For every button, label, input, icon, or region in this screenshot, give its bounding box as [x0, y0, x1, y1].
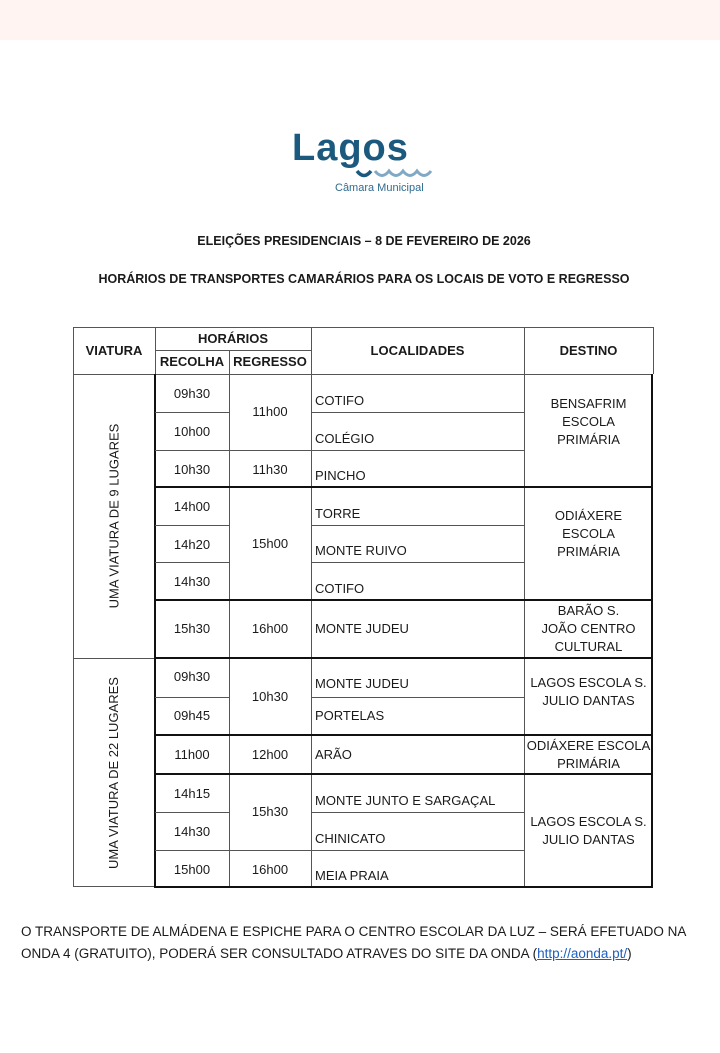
table-border [524, 327, 525, 374]
recolha-cell: 09h30 [173, 669, 211, 684]
regresso-cell: 15h00 [251, 535, 289, 551]
localidade-cell: MONTE JUDEU [315, 676, 409, 691]
table-border [524, 374, 525, 887]
localidade-cell: COTIFO [315, 393, 365, 408]
localidade-cell: MONTE JUDEU [315, 621, 409, 636]
header-viatura: VIATURA [85, 342, 143, 358]
note-line-1: O TRANSPORTE DE ALMÁDENA E ESPICHE PARA O CENTRO ESCOLAR DA LUZ – SERÁ EFETUADO NA [21, 924, 687, 939]
table-border [311, 562, 524, 563]
recolha-cell: 14h20 [173, 537, 211, 552]
table-border [155, 562, 229, 563]
table-border [311, 812, 524, 813]
regresso-cell: 11h30 [252, 462, 288, 477]
table-border [229, 350, 230, 374]
localidade-cell: PORTELAS [315, 708, 385, 723]
localidade-cell: COLÉGIO [315, 431, 375, 446]
recolha-cell: 15h00 [173, 862, 211, 877]
document-title: ELEIÇÕES PRESIDENCIAIS – 8 DE FEVEREIRO DE 2026 [197, 234, 531, 248]
waves-icon [355, 168, 435, 182]
table-border [311, 327, 312, 374]
table-border [155, 850, 311, 851]
table-border [311, 850, 524, 851]
vehicle-22-cell [73, 658, 155, 887]
table-border [155, 734, 653, 736]
table-border [73, 658, 155, 659]
table-border [73, 886, 155, 887]
table-border [155, 773, 653, 775]
vehicle-9-label: UMA VIATURA DE 9 LUGARES [106, 423, 122, 609]
regresso-cell: 16h00 [251, 862, 289, 877]
table-border [155, 350, 311, 351]
destino-cell: BARÃO S. JOÃO CENTRO CULTURAL [541, 603, 636, 654]
localidade-cell: TORRE [315, 506, 361, 521]
regresso-cell: 16h00 [251, 621, 289, 636]
header-localidades: LOCALIDADES [370, 342, 465, 358]
localidade-cell: CHINICATO [315, 831, 386, 846]
recolha-cell: 14h30 [173, 574, 211, 589]
localidade-cell: MONTE RUIVO [315, 543, 407, 558]
recolha-cell: 14h15 [173, 786, 211, 801]
localidade-cell: ARÃO [315, 746, 352, 762]
document-subtitle: HORÁRIOS DE TRANSPORTES CAMARÁRIOS PARA OS LOCAIS DE VOTO E REGRESSO [98, 272, 630, 286]
table-border [651, 374, 653, 888]
onda-link[interactable]: http://aonda.pt/ [537, 946, 628, 961]
header-horarios: HORÁRIOS [197, 330, 269, 346]
table-border [155, 812, 229, 813]
destino-cell: ODIÁXERE ESCOLA PRIMÁRIA [526, 737, 651, 771]
recolha-cell: 14h30 [173, 824, 211, 839]
table-border [311, 450, 524, 451]
destino-cell: LAGOS ESCOLA S. JULIO DANTAS [530, 813, 647, 847]
destino-cell: BENSAFRIM ESCOLA PRIMÁRIA [550, 395, 627, 447]
table-border [311, 525, 524, 526]
header-destino: DESTINO [559, 342, 618, 358]
regresso-cell: 12h00 [251, 746, 289, 762]
logo-wordmark: Lagos [292, 127, 409, 169]
transport-note [21, 921, 711, 965]
note-line-2: ONDA 4 (GRATUITO), PODERÁ SER CONSULTADO ATRAVES DO SITE DA ONDA ( [21, 946, 538, 961]
note-end: ) [627, 946, 632, 961]
header-regresso: REGRESSO [233, 354, 307, 369]
localidade-cell: COTIFO [315, 581, 365, 596]
recolha-cell: 15h30 [173, 621, 211, 636]
lagos-logo [292, 128, 437, 198]
localidade-cell: MEIA PRAIA [315, 868, 389, 883]
table-border [155, 525, 229, 526]
destino-cell: ODIÁXERE ESCOLA PRIMÁRIA [554, 507, 623, 559]
vehicle-22-label: UMA VIATURA DE 22 LUGARES [106, 676, 121, 869]
logo-subtitle: Câmara Municipal [335, 182, 424, 194]
table-border [155, 486, 653, 488]
table-border [73, 374, 653, 375]
table-border [73, 327, 74, 887]
recolha-cell: 10h00 [173, 424, 211, 439]
table-border [155, 412, 229, 413]
regresso-cell: 11h00 [252, 404, 288, 419]
table-border [155, 657, 653, 659]
table-border [154, 374, 156, 888]
table-border [311, 412, 524, 413]
header-recolha: RECOLHA [159, 354, 225, 369]
table-border [155, 697, 229, 698]
table-border [155, 599, 653, 601]
table-border [155, 450, 311, 451]
table-border [155, 327, 156, 374]
regresso-cell: 10h30 [251, 688, 289, 704]
table-border [311, 697, 524, 698]
recolha-cell: 11h00 [174, 746, 210, 762]
recolha-cell: 09h30 [173, 386, 211, 401]
table-border [155, 886, 653, 888]
localidade-cell: MONTE JUNTO E SARGAÇAL [315, 793, 496, 808]
top-bar [0, 0, 720, 40]
destino-cell: LAGOS ESCOLA S. JULIO DANTAS [530, 674, 647, 708]
recolha-cell: 10h30 [173, 462, 211, 477]
recolha-cell: 14h00 [173, 499, 211, 514]
table-border [73, 327, 653, 328]
recolha-cell: 09h45 [173, 708, 211, 723]
vehicle-9-cell [73, 374, 155, 658]
table-border [653, 327, 654, 374]
localidade-cell: PINCHO [315, 468, 366, 483]
regresso-cell: 15h30 [251, 804, 289, 819]
